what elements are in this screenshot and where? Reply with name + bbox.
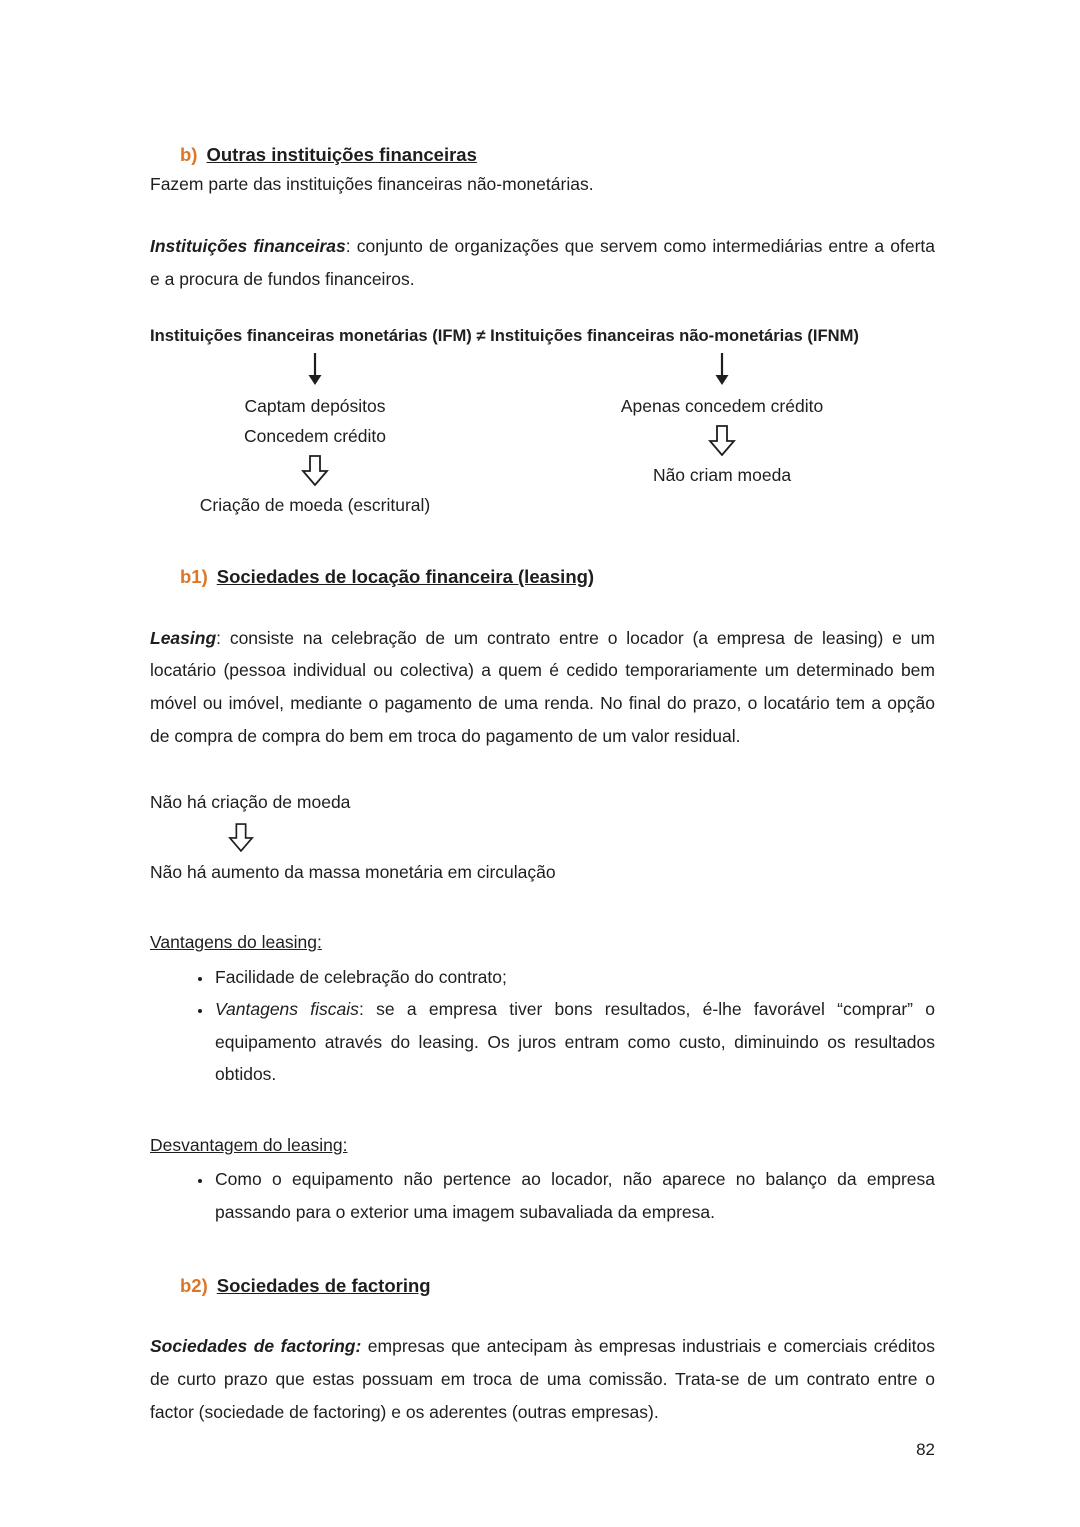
definition-term: Instituições financeiras [150,236,346,257]
section-b-intro: Fazem parte das instituições financeiras não-monetárias. [150,173,594,194]
section-b1-heading [180,564,935,590]
section-b2-label: b2) [180,1274,208,1296]
list-item [213,993,935,1091]
diagram-left-item: Concedem crédito [243,425,387,446]
definition-leasing [150,622,935,752]
definition-text: : consiste na celebração de um contrato entre o locador (a empresa de leasing) e um locatário (pessoa individual ou colectiva) a quem é cedido temporariamente um determinado bem móvel ou imóvel, mediante o pagamento de uma renda. No final do prazo, o locatário tem a opção de compra de compra do bem em troca do pagamento de um valor residual. [150,627,935,746]
definition-instituicoes-financeiras [150,230,935,295]
advantages-list [150,961,935,1091]
hollow-down-arrow-icon [708,421,736,460]
diagram-right-result: Não criam moeda [652,464,792,485]
disadvantages-list [150,1163,935,1228]
advantage-term: Vantagens fiscais [215,999,359,1020]
list-item [213,961,935,994]
diagram-right-column [557,351,887,520]
section-b1-title: Sociedades de locação financeira (leasing) [216,566,595,588]
page-number: 82 [916,1440,935,1460]
down-arrow-icon [305,351,325,391]
section-b2-title: Sociedades de factoring [216,1274,431,1296]
section-b1-label: b1) [180,566,208,588]
diagram-left-item: Captam depósitos [244,395,386,416]
disadvantages-heading: Desvantagem do leasing: [150,1134,348,1155]
definition-term: Sociedades de factoring: [150,1336,362,1357]
definition-factoring [150,1330,935,1428]
advantage-text: : se a empresa tiver bons resultados, é-lhe favorável “comprar” o equipamento através do leasing. Os juros entram como custo, diminuindo os resultados obtidos. [215,999,935,1085]
section-b-label: b) [180,144,198,165]
diagram-left-result: Criação de moeda (escritural) [199,494,431,515]
flow-top-text: Não há criação de moeda [150,792,351,813]
hollow-down-arrow-icon [228,819,935,856]
definition-term: Leasing [150,627,217,648]
diagram-left-column [150,351,480,520]
disadvantage-text: Como o equipamento não pertence ao locador, não aparece no balanço da empresa passando para o exterior uma imagem subavaliada da empresa. [215,1169,935,1223]
ifm-ifnm-diagram [150,324,935,521]
section-b2-heading [180,1273,935,1299]
hollow-down-arrow-icon [301,451,329,490]
list-item [213,1163,935,1228]
definition-text: : conjunto de organizações que servem como intermediárias entre a oferta e a procura de fundos financeiros. [150,236,935,289]
section-b-title: Outras instituições financeiras [206,144,477,165]
advantages-heading: Vantagens do leasing: [150,932,322,953]
diagram-title: Instituições financeiras monetárias (IFM) ≠ Instituições financeiras não-monetárias (IFNM) [150,325,859,345]
leasing-flow [150,786,935,888]
diagram-right-item: Apenas concedem crédito [620,395,824,416]
down-arrow-icon [712,351,732,391]
section-b-heading [180,142,935,168]
advantage-text: Facilidade de celebração do contrato; [215,966,507,987]
definition-text: empresas que antecipam às empresas industriais e comerciais créditos de curto prazo que estas possuam em troca de uma comissão. Trata-se de um contrato entre o factor (sociedade de factoring) e os aderentes (outras empresas). [150,1336,935,1422]
diagram-columns [150,351,935,520]
flow-bottom-text: Não há aumento da massa monetária em circulação [150,861,556,882]
